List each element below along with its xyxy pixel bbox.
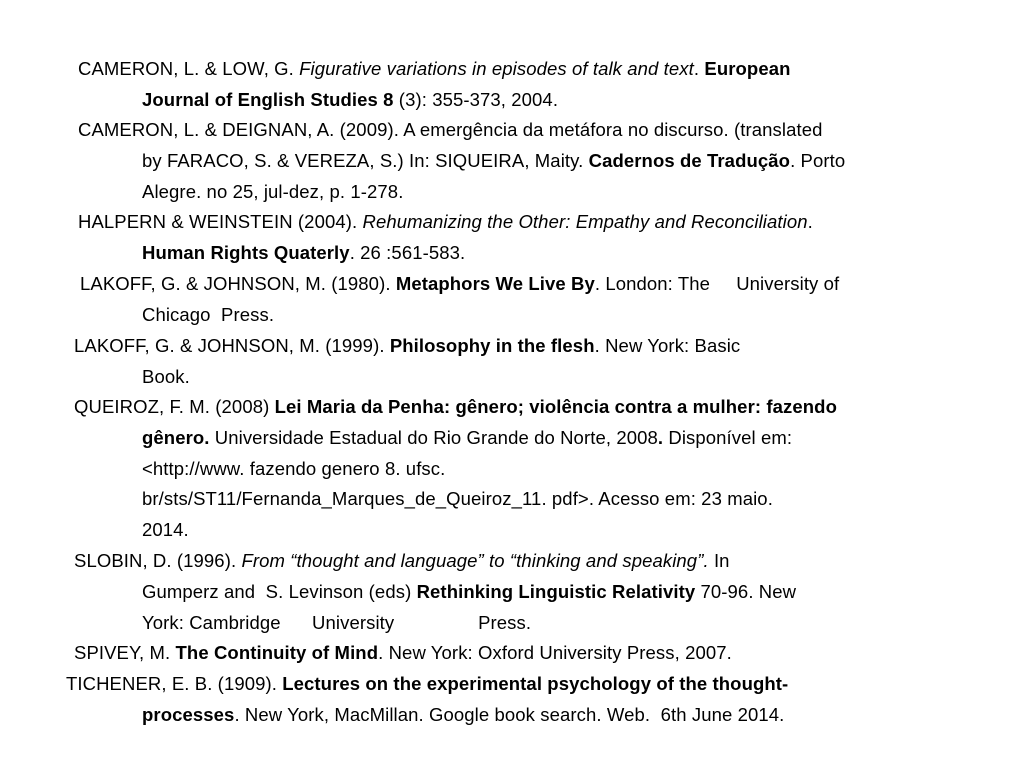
reference-text: <http://www. fazendo genero 8. ufsc. (142, 457, 446, 479)
bold-title-text: Human Rights Quaterly (142, 241, 350, 263)
bold-title-text: Rethinking Linguistic Relativity (416, 580, 696, 602)
reference-continuation-line (142, 453, 445, 484)
reference-text: . New York: Oxford University Press, 2007. (378, 642, 732, 663)
reference-text: br/sts/ST11/Fernanda_Marques_de_Queiroz_11. pdf>. Acesso em: 23 maio. (142, 488, 773, 510)
reference-continuation-line (142, 422, 792, 453)
reference-first-line (74, 391, 837, 422)
reference-text: TICHENER, E. B. (1909). (66, 673, 283, 694)
reference-text: SPIVEY, M. (74, 642, 176, 663)
reference-text: Disponível em: (663, 426, 793, 448)
italic-title-text: From “thought and language” to “thinking and speaking”. (241, 550, 709, 571)
reference-text: by FARACO, S. & VEREZA, S.) In: SIQUEIRA, Maity. (142, 149, 589, 171)
reference-text: Chicago Press. (142, 303, 275, 325)
reference-first-line (78, 114, 823, 145)
reference-continuation-line (142, 607, 531, 638)
reference-text: Alegre. no 25, jul-dez, p. 1-278. (142, 180, 404, 202)
reference-text: LAKOFF, G. & JOHNSON, M. (1999). (74, 335, 390, 356)
reference-text: Universidade Estadual do Rio Grande do Norte, 2008 (209, 426, 658, 448)
reference-text: In (708, 550, 730, 571)
reference-text: 2014. (142, 519, 189, 541)
reference-text: SLOBIN, D. (1996). (74, 550, 242, 571)
reference-first-line (74, 637, 732, 668)
bold-title-text: The Continuity of Mind (175, 642, 379, 663)
reference-text: QUEIROZ, F. M. (2008) (74, 396, 275, 417)
reference-text: CAMERON, L. & LOW, G. (78, 58, 300, 79)
reference-continuation-line (142, 361, 190, 392)
bold-title-text: gênero. (142, 426, 210, 448)
reference-first-line (78, 206, 813, 237)
bold-title-text: Lei Maria da Penha: gênero; violência contra a mulher: fazendo (274, 396, 837, 417)
reference-continuation-line (142, 176, 403, 207)
reference-text: . New York: Basic (594, 335, 741, 356)
bold-title-text: . (657, 426, 664, 448)
bold-title-text: processes (142, 703, 235, 725)
bold-title-text: Cadernos de Tradução (588, 149, 791, 171)
reference-continuation-line (142, 699, 784, 730)
reference-text: HALPERN & WEINSTEIN (2004). (78, 211, 363, 232)
reference-continuation-line (142, 576, 796, 607)
reference-first-line (66, 668, 788, 699)
reference-text: . (693, 58, 705, 79)
reference-text: Gumperz and S. Levinson (eds) (142, 580, 417, 602)
reference-text: LAKOFF, G. & JOHNSON, M. (1980). (80, 273, 396, 294)
reference-text: . (807, 211, 813, 232)
reference-text: (3): 355-373, 2004. (393, 88, 559, 110)
bold-title-text: Metaphors We Live By (395, 273, 595, 294)
reference-first-line (74, 330, 740, 361)
italic-title-text: Rehumanizing the Other: Empathy and Reconciliation (362, 211, 808, 232)
reference-first-line (80, 268, 839, 299)
reference-first-line (78, 53, 791, 84)
reference-text: CAMERON, L. & DEIGNAN, A. (2009). A emergência da metáfora no discurso. (translated (78, 119, 823, 140)
reference-continuation-line (142, 514, 189, 545)
reference-text: 70-96. New (695, 580, 797, 602)
reference-first-line (74, 545, 730, 576)
bold-title-text: Philosophy in the flesh (389, 335, 595, 356)
reference-text: . Porto (790, 149, 846, 171)
reference-continuation-line (142, 84, 558, 115)
bold-title-text: Lectures on the experimental psychology of the thought- (282, 673, 789, 694)
reference-text: . 26 :561-583. (349, 241, 466, 263)
reference-text: York: Cambridge University Press. (142, 611, 532, 633)
reference-continuation-line (142, 237, 465, 268)
reference-continuation-line (142, 299, 274, 330)
reference-continuation-line (142, 145, 845, 176)
bold-title-text: Journal of English Studies 8 (142, 88, 394, 110)
reference-text: . London: The University of (594, 273, 840, 294)
reference-continuation-line (142, 483, 773, 514)
bold-title-text: European (704, 58, 791, 79)
italic-title-text: Figurative variations in episodes of talk and text (299, 58, 694, 79)
reference-text: Book. (142, 365, 190, 387)
reference-text: . New York, MacMillan. Google book search. Web. 6th June 2014. (234, 703, 785, 725)
